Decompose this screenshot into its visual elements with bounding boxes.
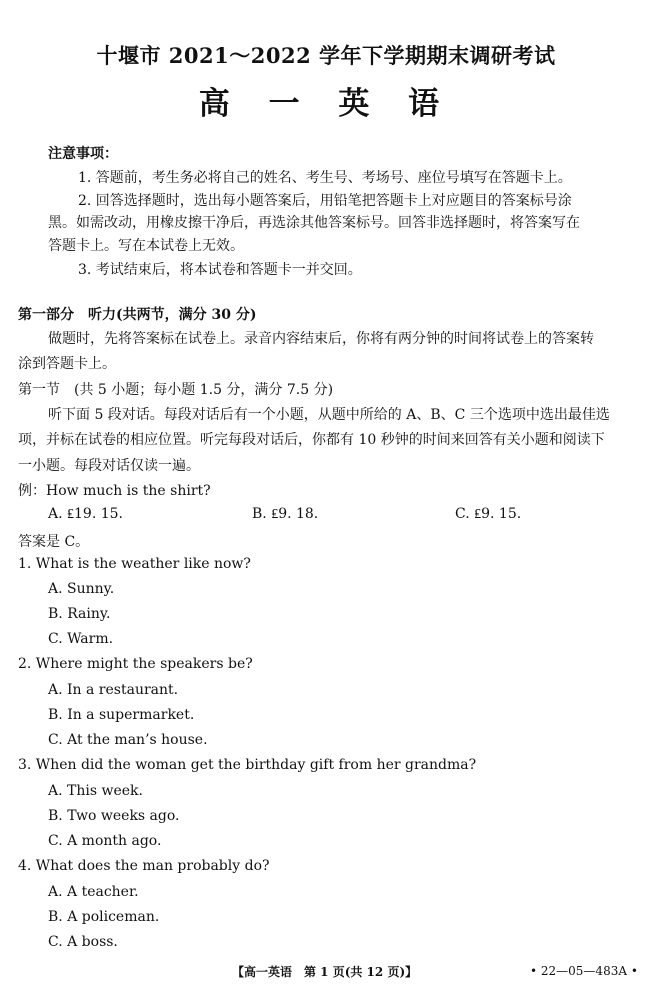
question-option: C. A boss. <box>48 934 118 950</box>
example-question: 例：How much is the shirt? <box>18 483 211 499</box>
question-option: A. A teacher. <box>48 884 139 900</box>
subject-title: 高 一 英 语 <box>198 86 454 122</box>
question-stem: 4. What does the man probably do? <box>18 858 270 874</box>
example-option-c: C. ₤9. 15. <box>455 506 522 522</box>
example-option-b: B. ₤9. 18. <box>252 506 319 522</box>
notice-line: 答题卡上。写在本试卷上无效。 <box>48 238 244 254</box>
example-option-a: A. ₤19. 15. <box>48 506 123 522</box>
part1-intro-line: 做题时，先将答案标在试卷上。录音内容结束后，你将有两分钟的时间将试卷上的答案转 <box>48 331 594 347</box>
question-option: B. Two weeks ago. <box>48 808 180 824</box>
question-option: A. This week. <box>48 783 143 799</box>
question-stem: 3. When did the woman get the birthday gift from her grandma? <box>18 757 477 773</box>
question-option: B. A policeman. <box>48 909 160 925</box>
part1-intro-line: 涂到答题卡上。 <box>18 356 116 372</box>
notice-heading: 注意事项： <box>48 146 118 162</box>
question-option: B. In a supermarket. <box>48 707 195 723</box>
question-option: A. In a restaurant. <box>48 682 179 698</box>
notice-line: 1. 答题前，考生务必将自己的姓名、考生号、考场号、座位号填写在答题卡上。 <box>78 170 572 186</box>
section1-intro-line: 项，并标在试卷的相应位置。听完每段对话后，你都有 10 秒钟的时间来回答有关小题和阅读下 <box>18 432 605 448</box>
notice-line: 3. 考试结束后，将本试卷和答题卡一并交回。 <box>78 262 362 278</box>
example-answer: 答案是 C。 <box>18 534 90 550</box>
question-stem: 2. Where might the speakers be? <box>18 656 253 672</box>
question-stem: 1. What is the weather like now? <box>18 556 251 572</box>
question-option: C. A month ago. <box>48 833 162 849</box>
question-option: C. At the man’s house. <box>48 732 208 748</box>
question-option: B. Rainy. <box>48 606 111 622</box>
part1-heading: 第一部分 听力(共两节，满分 30 分) <box>18 307 257 323</box>
document-code: • 22—05—483A • <box>530 964 638 978</box>
section1-intro-line: 听下面 5 段对话。每段对话后有一个小题，从题中所给的 A、B、C 三个选项中选出最佳选 <box>48 407 610 423</box>
page-number: 【高一英语 第 1 页(共 12 页)】 <box>232 965 418 979</box>
section1-heading: 第一节 (共 5 小题；每小题 1.5 分，满分 7.5 分) <box>18 382 334 398</box>
question-option: C. Warm. <box>48 631 114 647</box>
question-option: A. Sunny. <box>48 581 115 597</box>
section1-intro-line: 一小题。每段对话仅读一遍。 <box>18 458 200 474</box>
notice-line: 黑。如需改动，用橡皮擦干净后，再选涂其他答案标号。回答非选择题时，将答案写在 <box>48 215 580 231</box>
exam-title: 十堰市 2021～2022 学年下学期期末调研考试 <box>96 43 556 68</box>
notice-line: 2. 回答选择题时，选出每小题答案后，用铅笔把答题卡上对应题目的答案标号涂 <box>78 193 572 209</box>
